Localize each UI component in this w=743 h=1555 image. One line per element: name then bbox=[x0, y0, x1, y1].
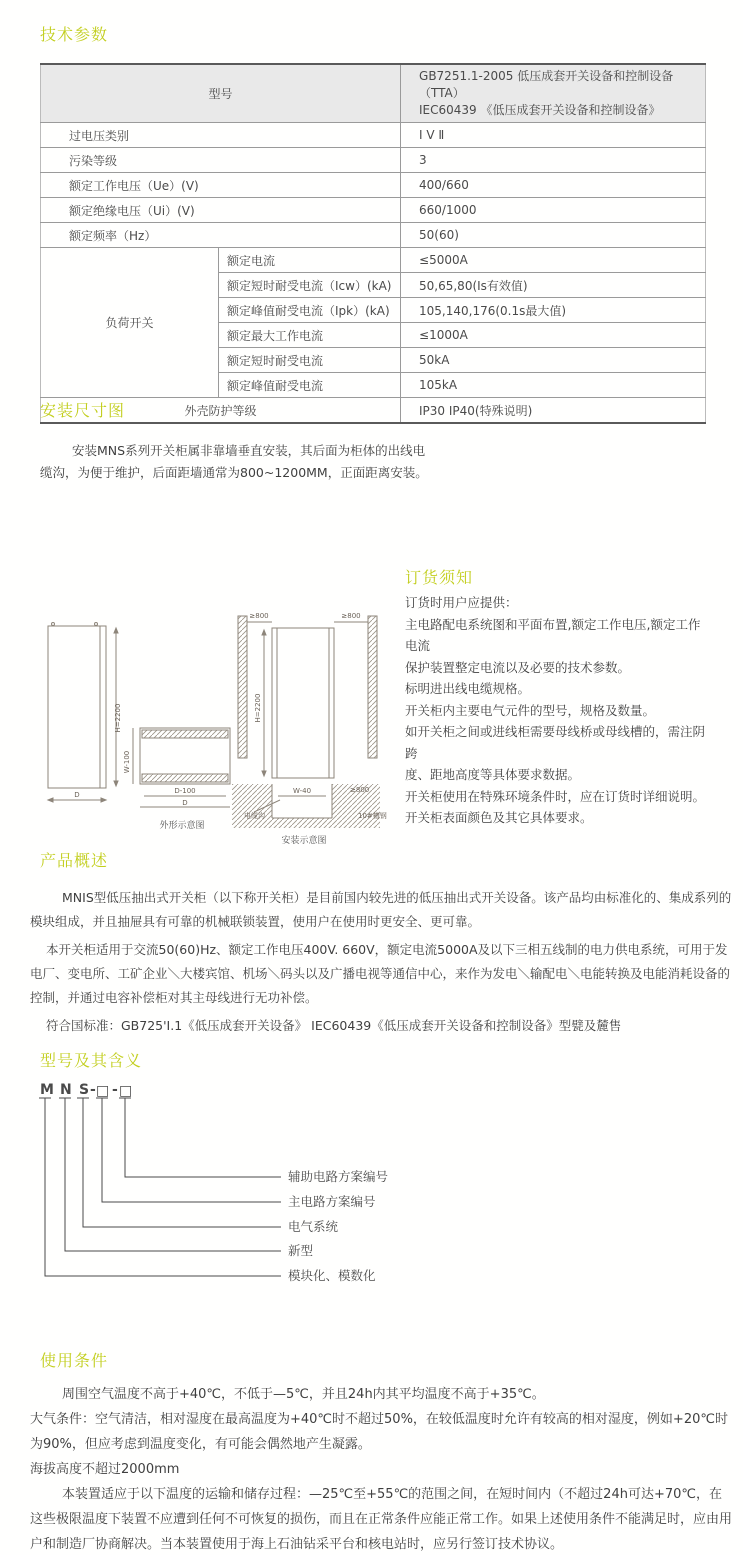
ordering-line: 订货时用户应提供： bbox=[405, 595, 518, 610]
overview-paragraph-2: 本开关柜适用于交流50(60)Hz、额定工作电压400V. 660V，额定电流5000A及以下三相五线制的电力供电系统，可用于发电厂、变电所、工矿企业＼大楼宾馆、机场＼码头以及广播电视等通信中心，来作为发电＼输配电＼电能转换及电能消耗设备的控制，并通过电容补偿柜对其主母线进行无功补偿。 bbox=[30, 942, 731, 1005]
model-letter-s: S bbox=[79, 1082, 90, 1098]
model-box-1: □ bbox=[96, 1083, 110, 1099]
dim-label-install-height: H=2200 bbox=[254, 693, 262, 723]
row-label: 污染等级 bbox=[41, 148, 401, 173]
row-value: 3 bbox=[401, 148, 706, 173]
row-label: 额定工作电压（Ue）(V) bbox=[41, 173, 401, 198]
usage-paragraph-4: 本装置适应于以下温度的运输和储存过程：—25℃至+55℃的范围之间，在短时间内（不超过24h可达+70℃，在这些极限温度下装置不应遭到任何不可恢复的损伤，而且在正常条件应能正常工作。如果上述使用条件不能满足时，应由用户和制造厂协商解决。当本装置使用于海上石油钻采平台和核电站时，应另行签订技术协议。 bbox=[30, 1487, 733, 1552]
row-label: 额定频率（Hz） bbox=[41, 223, 401, 248]
model-letter-n: N bbox=[60, 1082, 72, 1098]
ordering-line: 标明进出线电缆规格。 bbox=[405, 681, 531, 696]
usage-text bbox=[30, 1382, 732, 1555]
subrow-label: 额定峰值耐受电流（Ipk）(kA) bbox=[219, 298, 401, 323]
row-label: 过电压类别 bbox=[41, 123, 401, 148]
subrow-label: 额定峰值耐受电流 bbox=[219, 373, 401, 398]
table-row bbox=[41, 398, 706, 424]
subrow-label: 额定最大工作电流 bbox=[219, 323, 401, 348]
table-row bbox=[41, 248, 706, 273]
usage-paragraph-3: 海拔高度不超过2000mm bbox=[30, 1462, 180, 1477]
dim-label-side-gap: ≥800 bbox=[350, 786, 370, 794]
ordering-line: 如开关柜之间或进线柜需要母线桥或母线槽的，需注阴 bbox=[405, 724, 706, 739]
tech-params-table bbox=[40, 63, 706, 424]
ordering-line: 开关柜表面颜色及其它具体要求。 bbox=[405, 810, 593, 825]
section-title-ordering: 订货须知 bbox=[405, 568, 474, 587]
subrow-value: 50kA bbox=[401, 348, 706, 373]
label-cable-trench: 电缆沟 bbox=[244, 812, 265, 820]
table-row bbox=[41, 123, 706, 148]
model-code-diagram bbox=[38, 1080, 468, 1295]
ordering-line: 开关柜使用在特殊环境条件时，应在订货时详细说明。 bbox=[405, 788, 706, 804]
row-value: 50(60) bbox=[401, 223, 706, 248]
subrow-value: 50,65,80(Is有效值) bbox=[401, 273, 706, 298]
caption-install-diagram: 安装示意图 bbox=[281, 836, 327, 846]
footer-row-value: IP30 IP40(特殊说明) bbox=[401, 398, 706, 424]
footer-row-label: 外壳防护等级 bbox=[41, 398, 401, 424]
section-title-install-dims: 安装尺寸图 bbox=[40, 401, 126, 420]
ordering-notes bbox=[405, 592, 743, 829]
ordering-line: 跨 bbox=[405, 745, 418, 761]
model-letter-m: M bbox=[40, 1082, 54, 1098]
model-dash-2: - bbox=[112, 1082, 118, 1098]
subrow-label: 额定电流 bbox=[219, 248, 401, 273]
caption-outline-diagram: 外形示意图 bbox=[159, 821, 205, 831]
row-value: 660/1000 bbox=[401, 198, 706, 223]
dim-label-d100: D-100 bbox=[174, 787, 196, 795]
table-row bbox=[41, 148, 706, 173]
group-label-load-switch: 负荷开关 bbox=[41, 248, 219, 398]
dim-label-left-gap: ≥800 bbox=[249, 612, 269, 620]
section-title-usage: 使用条件 bbox=[40, 1351, 109, 1370]
model-label-electrical-system: 电气系统 bbox=[288, 1219, 339, 1234]
ordering-line: 开关柜内主要电气元件的型号，规格及数量。 bbox=[405, 702, 656, 718]
overview-paragraph-1: MNIS型低压抽出式开关柜（以下称开关柜）是目前国内较先进的低压抽出式开关设备。该产品均由标准化的、集成系列的模块组成，并且抽屉具有可靠的机械联锁装置，使用户在使用时更安全、更可靠。 bbox=[30, 890, 732, 929]
subrow-value: ≤5000A bbox=[401, 248, 706, 273]
ordering-line: 电流 bbox=[405, 638, 431, 653]
model-label-new-type: 新型 bbox=[288, 1243, 314, 1258]
section-title-overview: 产品概述 bbox=[40, 851, 109, 870]
table-row bbox=[41, 223, 706, 248]
standard-line-2: IEC60439 《低压成套开关设备和控制设备》 bbox=[419, 103, 661, 117]
model-dash-1: - bbox=[90, 1082, 96, 1098]
subrow-value: 105,140,176(0.1s最大值) bbox=[401, 298, 706, 323]
usage-paragraph-2: 大气条件：空气清洁，相对湿度在最高温度为+40℃时不超过50%，在较低温度时允许有较高的相对湿度，例如+20℃时为90%，但应考虑到温度变化，有可能会偶然地产生凝露。 bbox=[30, 1412, 728, 1452]
row-label: 额定绝缘电压（Ui）(V) bbox=[41, 198, 401, 223]
dim-label-height: H=2200 bbox=[114, 703, 122, 733]
model-label-modular: 模块化、模数化 bbox=[288, 1268, 376, 1283]
dim-label-right-gap: ≥800 bbox=[341, 612, 361, 620]
ordering-line: 保护装置整定电流以及必要的技术参数。 bbox=[405, 659, 631, 675]
table-row bbox=[41, 64, 706, 123]
subrow-label: 额定短时耐受电流（Icw）(kA) bbox=[219, 273, 401, 298]
model-box-2: □ bbox=[119, 1083, 133, 1099]
overview-paragraph-3: 符合国标准：GB725'I.1《低压成套开关设备》 IEC60439《低压成套开关设备和控制设备》型甓及麓售 bbox=[46, 1018, 622, 1033]
table-header-model-label: 型号 bbox=[41, 64, 401, 123]
install-paragraph: 安装MNS系列开关柜属非靠墙垂直安装，其后面为柜体的出线电缆沟，为便于维护，后面距墙通常为800~1200MM，正面距离安装。 bbox=[40, 443, 428, 480]
subrow-value: ≤1000A bbox=[401, 323, 706, 348]
dim-label-w100: W-100 bbox=[123, 750, 131, 774]
dim-label-depth: D bbox=[74, 791, 80, 799]
table-header-model-value bbox=[401, 64, 706, 123]
dim-label-d2: D bbox=[182, 799, 188, 807]
section-title-model-meaning: 型号及其含义 bbox=[40, 1051, 143, 1070]
label-channel-steel: 10#槽钢 bbox=[358, 812, 387, 820]
ordering-line: 主电路配电系统图和平面布置,额定工作电压,额定工作 bbox=[405, 616, 701, 632]
row-value: I V Ⅱ bbox=[401, 123, 706, 148]
dim-label-w40: W-40 bbox=[292, 787, 312, 795]
ordering-line: 度、距地高度等具体要求数据。 bbox=[405, 767, 581, 782]
section-title-tech-params: 技术参数 bbox=[40, 25, 109, 44]
table-row bbox=[41, 198, 706, 223]
model-label-aux-circuit: 辅助电路方案编号 bbox=[288, 1169, 389, 1184]
subrow-value: 105kA bbox=[401, 373, 706, 398]
subrow-label: 额定短时耐受电流 bbox=[219, 348, 401, 373]
overview-text bbox=[30, 886, 732, 1038]
cabinet-dimension-diagram bbox=[32, 600, 402, 850]
standard-line-1: GB7251.1-2005 低压成套开关设备和控制设备（TTA） bbox=[419, 69, 674, 100]
usage-paragraph-1: 周围空气温度不高于+40℃，不低于—5℃，并且24h内其平均温度不高于+35℃。 bbox=[62, 1387, 545, 1402]
model-label-main-circuit: 主电路方案编号 bbox=[288, 1194, 376, 1209]
table-row bbox=[41, 173, 706, 198]
row-value: 400/660 bbox=[401, 173, 706, 198]
